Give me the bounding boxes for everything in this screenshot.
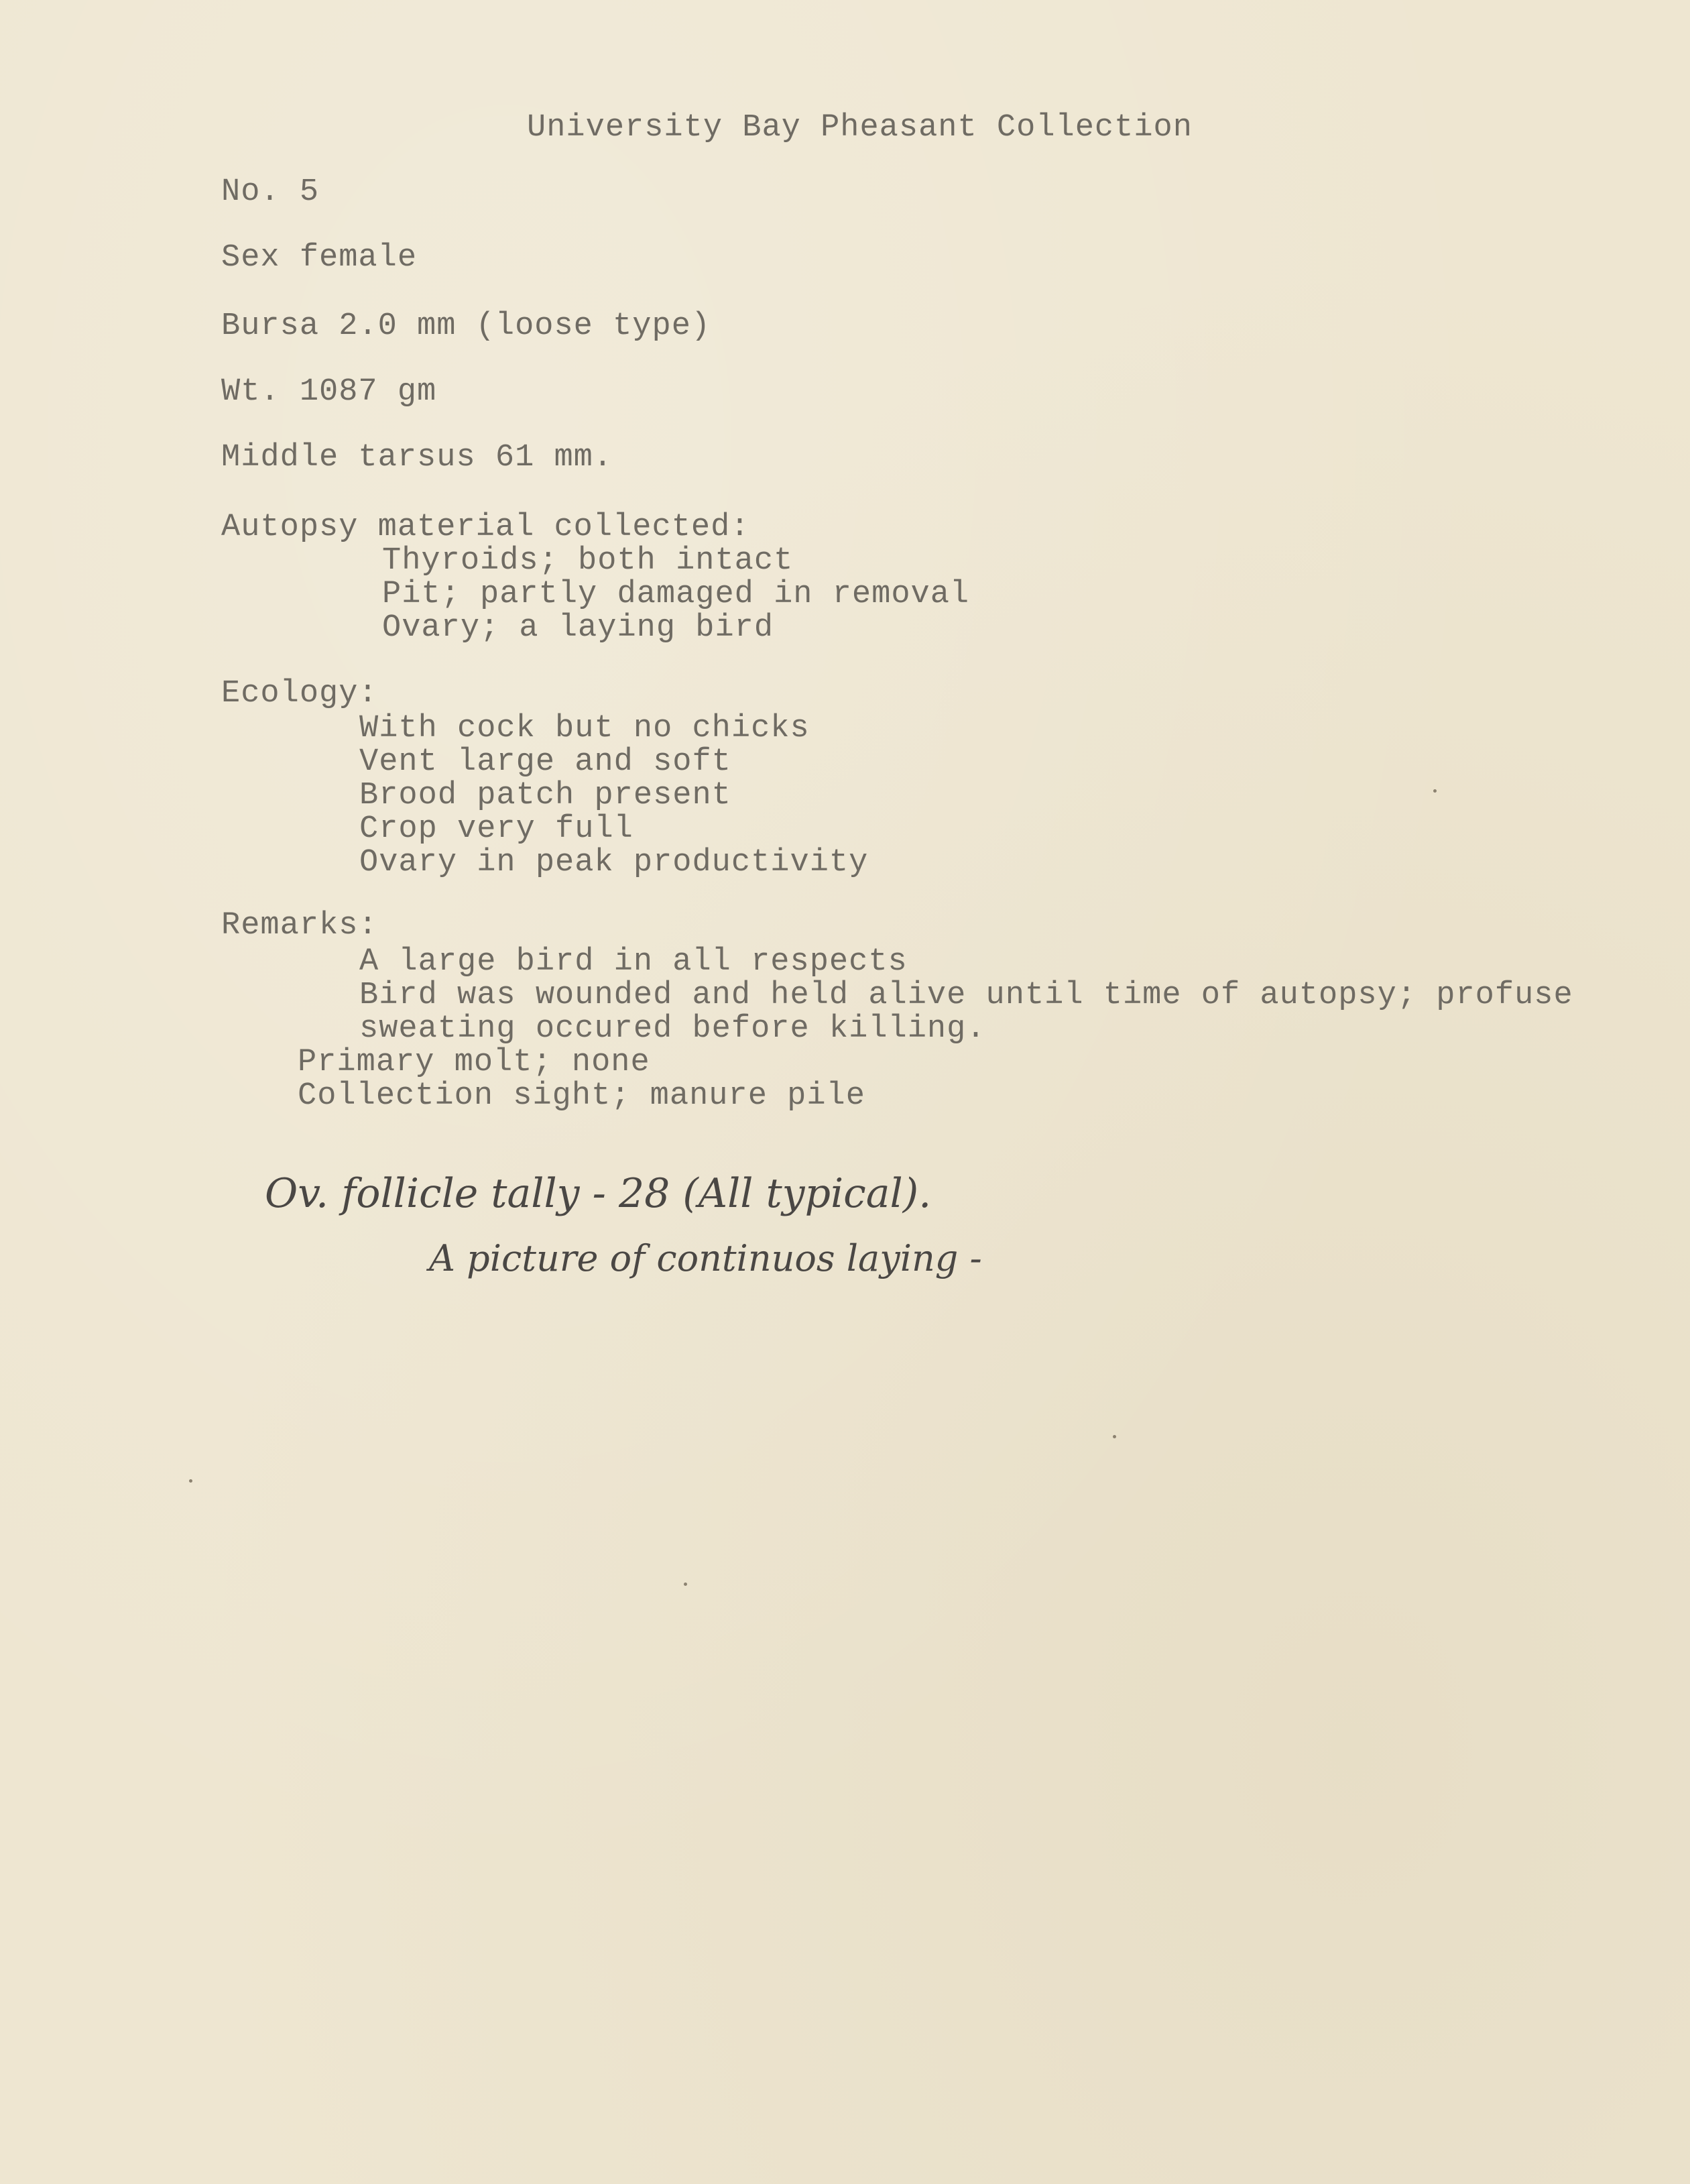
remarks-line: A large bird in all respects	[359, 944, 908, 980]
ecology-item: Ovary in peak productivity	[359, 845, 869, 880]
ecology-item: Vent large and soft	[359, 744, 731, 780]
paper-speck	[1433, 789, 1437, 793]
autopsy-item: Pit; partly damaged in removal	[382, 577, 970, 612]
handwritten-follicle-tally: Ov. follicle tally - 28 (All typical).	[265, 1170, 932, 1217]
paper-speck	[684, 1583, 687, 1586]
remarks-line: Bird was wounded and held alive until time of autopsy; profuse	[359, 978, 1573, 1013]
ecology-item: Crop very full	[359, 811, 633, 847]
autopsy-item: Ovary; a laying bird	[382, 610, 774, 646]
tarsus-field: Middle tarsus 61 mm.	[221, 440, 613, 475]
autopsy-heading: Autopsy material collected:	[221, 510, 750, 545]
handwritten-laying-note: A picture of continuos laying -	[429, 1237, 982, 1279]
remarks-line: Primary molt; none	[298, 1045, 650, 1080]
ecology-heading: Ecology:	[221, 676, 378, 711]
autopsy-item: Thyroids; both intact	[382, 543, 794, 579]
weight-field: Wt. 1087 gm	[221, 374, 437, 410]
ecology-item: With cock but no chicks	[359, 711, 810, 746]
remarks-heading: Remarks:	[221, 908, 378, 943]
paper-speck	[189, 1479, 192, 1483]
bursa-field: Bursa 2.0 mm (loose type)	[221, 308, 711, 344]
ecology-item: Brood patch present	[359, 778, 731, 813]
sex-field: Sex female	[221, 240, 418, 276]
document-title: University Bay Pheasant Collection	[527, 110, 1193, 146]
remarks-line: sweating occured before killing.	[359, 1011, 986, 1047]
paper-speck	[1113, 1435, 1116, 1438]
remarks-line: Collection sight; manure pile	[298, 1078, 865, 1114]
specimen-number: No. 5	[221, 174, 320, 210]
